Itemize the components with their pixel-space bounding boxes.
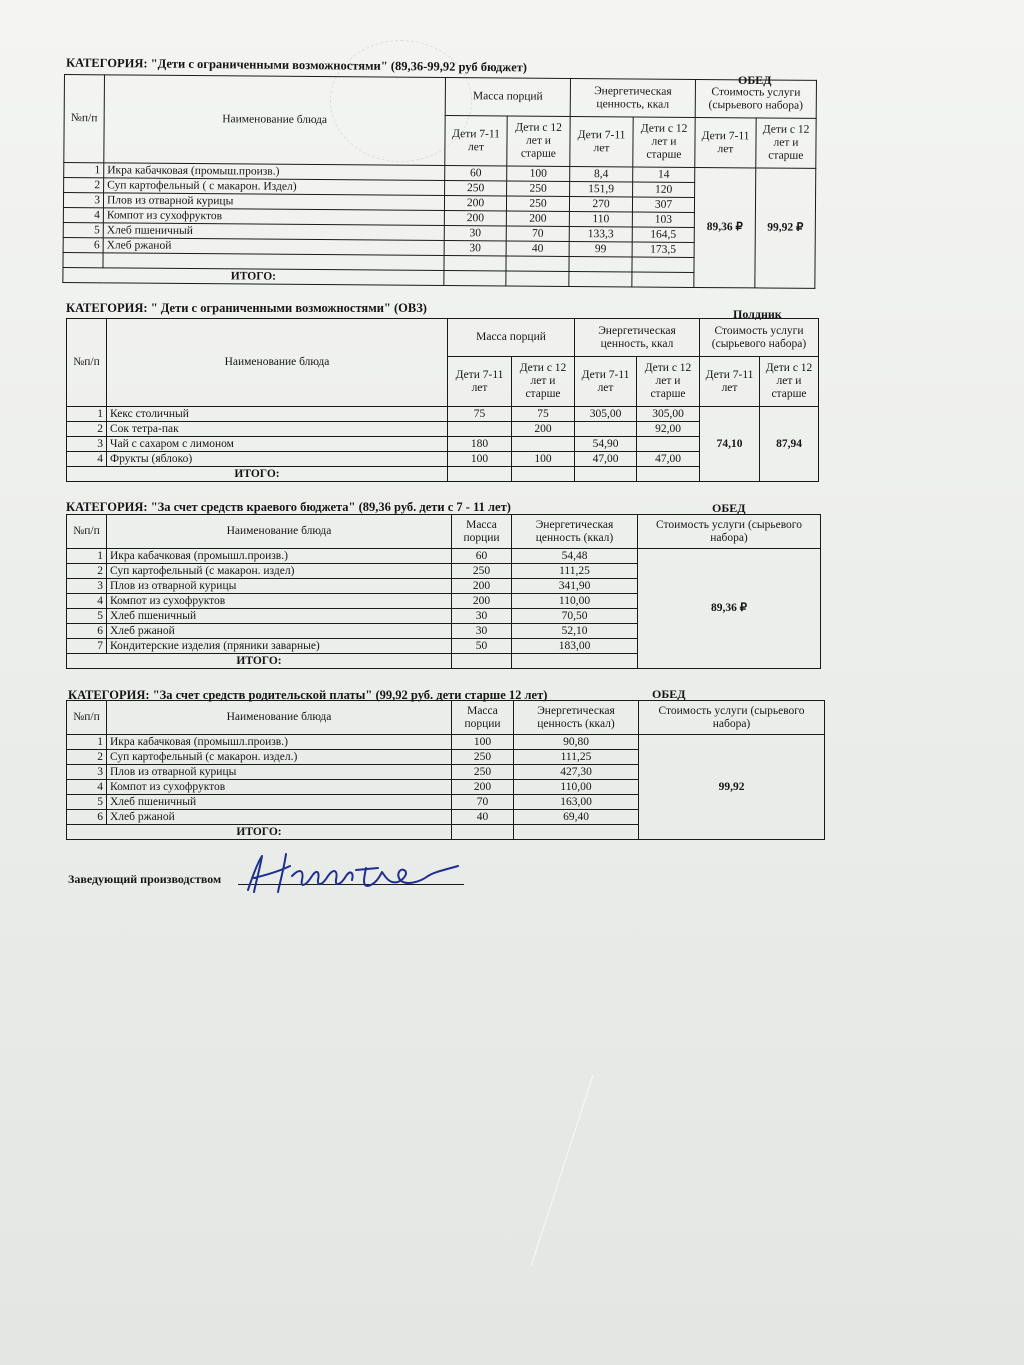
energy-7-11: 47,00	[575, 452, 637, 467]
row-number: 2	[67, 422, 107, 437]
mass: 250	[452, 750, 514, 765]
energy: 110,00	[514, 780, 639, 795]
dish-name: Икра кабачковая (промышл.произв.)	[107, 549, 452, 564]
row-number: 2	[67, 750, 107, 765]
energy: 163,00	[514, 795, 639, 810]
mass-7-11	[448, 422, 512, 437]
header-age-7-11: Дети 7-11 лет	[445, 115, 507, 165]
empty-cell	[506, 256, 569, 271]
dish-name: Кекс столичный	[107, 407, 448, 422]
empty-cell	[452, 825, 514, 840]
empty-cell	[506, 271, 569, 286]
header-num: №п/п	[67, 319, 107, 407]
header-cost: Стоимость услуги (сырьевого набора)	[639, 701, 825, 735]
empty-cell	[452, 654, 512, 669]
mass: 30	[452, 624, 512, 639]
header-age-12: Дети с 12 лет и старше	[512, 357, 575, 407]
row-number: 6	[63, 237, 103, 252]
dish-name: Компот из сухофруктов	[107, 780, 452, 795]
energy-12: 103	[632, 212, 694, 227]
empty-cell	[569, 256, 632, 271]
mass-7-11: 30	[444, 225, 506, 240]
energy: 110,00	[512, 594, 638, 609]
section4-table	[66, 700, 825, 840]
row-number: 3	[67, 437, 107, 452]
empty-cell	[448, 467, 512, 482]
header-energy: Энергетическая ценность (ккал)	[514, 701, 639, 735]
handwritten-signature	[230, 848, 480, 898]
energy-12: 173,5	[632, 242, 694, 257]
empty-cell	[637, 467, 700, 482]
row-number: 7	[67, 639, 107, 654]
energy-7-11: 8,4	[570, 166, 633, 181]
signature-position-label: Заведующий производством	[68, 872, 222, 886]
mass: 100	[452, 735, 514, 750]
mass: 250	[452, 564, 512, 579]
row-number: 3	[67, 579, 107, 594]
energy-12: 307	[632, 197, 694, 212]
dish-name: Икра кабачковая (промыш.произв.)	[104, 163, 445, 181]
section1-table	[62, 74, 817, 289]
empty-cell	[63, 252, 103, 267]
mass-12: 250	[507, 181, 570, 196]
energy-12: 47,00	[637, 452, 700, 467]
mass: 200	[452, 594, 512, 609]
header-age-7-11: Дети 7-11 лет	[695, 117, 756, 167]
empty-cell	[444, 255, 506, 270]
header-dish: Наименование блюда	[107, 701, 452, 735]
header-age-12: Дети с 12 лет и старше	[507, 116, 570, 166]
row-number: 4	[67, 780, 107, 795]
header-age-7-11: Дети 7-11 лет	[575, 357, 637, 407]
header-energy: Энергетическая ценность (ккал)	[512, 515, 638, 549]
section2-table	[66, 318, 819, 482]
mass-7-11: 200	[444, 210, 506, 225]
energy-12	[637, 437, 700, 452]
mass-7-11: 180	[448, 437, 512, 452]
row-number: 4	[67, 452, 107, 467]
cost-7-11: 74,10	[700, 407, 760, 482]
header-cost: Стоимость услуги (сырьевого набора)	[638, 515, 821, 549]
dish-name: Хлеб пшеничный	[107, 795, 452, 810]
mass: 200	[452, 579, 512, 594]
paper-crease	[531, 1075, 651, 1284]
energy: 341,90	[512, 579, 638, 594]
row-number: 1	[67, 549, 107, 564]
table-row	[67, 407, 819, 422]
mass-7-11: 250	[445, 180, 507, 195]
mass-7-11: 200	[444, 195, 506, 210]
energy-12: 14	[633, 167, 695, 182]
dish-name: Хлеб ржаной	[103, 238, 444, 256]
section3-meal: ОБЕД	[712, 501, 746, 515]
empty-cell	[512, 654, 638, 669]
section4-meal: ОБЕД	[652, 687, 686, 701]
energy-12: 92,00	[637, 422, 700, 437]
energy: 111,25	[512, 564, 638, 579]
row-number: 4	[67, 594, 107, 609]
energy-7-11: 133,3	[569, 226, 632, 241]
header-mass: Масса порций	[448, 319, 575, 357]
dish-name: Суп картофельный (с макарон. издел.)	[107, 750, 452, 765]
row-number: 5	[67, 795, 107, 810]
header-dish: Наименование блюда	[107, 515, 452, 549]
header-age-7-11: Дети 7-11 лет	[448, 357, 512, 407]
header-mass: Масса порции	[452, 515, 512, 549]
header-cost: Стоимость услуги (сырьевого набора)	[695, 79, 816, 118]
mass: 40	[452, 810, 514, 825]
dish-name: Икра кабачковая (промышл.произв.)	[107, 735, 452, 750]
dish-name: Кондитерские изделия (пряники заварные)	[107, 639, 452, 654]
total-label: ИТОГО:	[67, 654, 452, 669]
header-num: №п/п	[64, 75, 105, 163]
cost-12: 99,92 ₽	[755, 168, 816, 288]
mass: 50	[452, 639, 512, 654]
mass-7-11: 30	[444, 240, 506, 255]
dish-name: Хлеб ржаной	[107, 810, 452, 825]
mass-12: 200	[512, 422, 575, 437]
section1-meal: ОБЕД	[738, 73, 772, 87]
mass-12: 100	[507, 166, 570, 181]
dish-name: Хлеб пшеничный	[103, 223, 444, 241]
dish-name: Фрукты (яблоко)	[107, 452, 448, 467]
cost-7-11: 89,36 ₽	[694, 167, 756, 287]
header-mass: Масса порции	[452, 701, 514, 735]
dish-name: Чай с сахаром с лимоном	[107, 437, 448, 452]
mass-12	[512, 437, 575, 452]
dish-name: Компот из сухофруктов	[103, 208, 444, 226]
energy: 70,50	[512, 609, 638, 624]
energy-7-11: 54,90	[575, 437, 637, 452]
energy: 69,40	[514, 810, 639, 825]
energy-7-11: 305,00	[575, 407, 637, 422]
row-number: 5	[67, 609, 107, 624]
empty-cell	[444, 270, 506, 285]
dish-name: Сок тетра-пак	[107, 422, 448, 437]
section2-category: КАТЕГОРИЯ: " Дети с ограниченными возможностями" (ОВЗ)	[66, 301, 427, 315]
empty-cell	[632, 272, 694, 287]
header-dish: Наименование блюда	[104, 75, 446, 166]
row-number: 4	[63, 207, 103, 222]
row-number: 1	[67, 735, 107, 750]
header-age-7-11: Дети 7-11 лет	[570, 116, 633, 166]
cost: 99,92	[639, 735, 825, 840]
empty-cell	[632, 257, 694, 272]
empty-cell	[512, 467, 575, 482]
energy-7-11: 99	[569, 241, 632, 256]
header-age-12: Дети с 12 лет и старше	[756, 118, 816, 168]
header-energy: Энергетическая ценность, ккал	[575, 319, 700, 357]
dish-name: Суп картофельный (с макарон. издел)	[107, 564, 452, 579]
header-age-7-11: Дети 7-11 лет	[700, 357, 760, 407]
total-label: ИТОГО:	[67, 825, 452, 840]
energy-12: 164,5	[632, 227, 694, 242]
total-label: ИТОГО:	[67, 467, 448, 482]
mass-12: 250	[506, 196, 569, 211]
row-number: 3	[67, 765, 107, 780]
header-num: №п/п	[67, 701, 107, 735]
mass: 60	[452, 549, 512, 564]
section3-category: КАТЕГОРИЯ: "За счет средств краевого бюджета" (89,36 руб. дети с 7 - 11 лет)	[66, 500, 511, 514]
row-number: 6	[67, 624, 107, 639]
energy: 183,00	[512, 639, 638, 654]
dish-name: Плов из отварной курицы	[107, 579, 452, 594]
energy: 111,25	[514, 750, 639, 765]
energy-12: 305,00	[637, 407, 700, 422]
section3-table	[66, 514, 821, 669]
energy: 54,48	[512, 549, 638, 564]
cost-12: 87,94	[760, 407, 819, 482]
mass-12: 70	[506, 226, 569, 241]
energy-7-11: 151,9	[570, 181, 633, 196]
header-cost: Стоимость услуги (сырьевого набора)	[700, 319, 819, 357]
mass: 250	[452, 765, 514, 780]
dish-name: Компот из сухофруктов	[107, 594, 452, 609]
row-number: 6	[67, 810, 107, 825]
mass: 200	[452, 780, 514, 795]
header-energy: Энергетическая ценность, ккал	[570, 78, 695, 117]
section2-meal: Полдник	[733, 307, 782, 321]
empty-cell	[514, 825, 639, 840]
section1-category: КАТЕГОРИЯ: "Дети с ограниченными возможностями" (89,36-99,92 руб бюджет)	[65, 55, 528, 75]
header-mass: Масса порций	[445, 77, 570, 116]
empty-cell	[575, 467, 637, 482]
row-number: 2	[64, 178, 104, 193]
header-dish: Наименование блюда	[107, 319, 448, 407]
dish-name: Плов из отварной курицы	[107, 765, 452, 780]
energy-7-11: 270	[569, 196, 632, 211]
header-num: №п/п	[67, 515, 107, 549]
dish-name: Хлеб ржаной	[107, 624, 452, 639]
mass-7-11: 60	[445, 165, 507, 180]
header-age-12: Дети с 12 лет и старше	[760, 357, 819, 407]
header-age-12: Дети с 12 лет и старше	[633, 117, 695, 167]
mass-12: 100	[512, 452, 575, 467]
mass: 70	[452, 795, 514, 810]
header-age-12: Дети с 12 лет и старше	[637, 357, 700, 407]
row-number: 5	[63, 222, 103, 237]
cost: 89,36 ₽	[638, 549, 821, 669]
empty-cell	[569, 271, 632, 286]
energy: 90,80	[514, 735, 639, 750]
mass-12: 200	[506, 211, 569, 226]
mass: 30	[452, 609, 512, 624]
mass-7-11: 100	[448, 452, 512, 467]
mass-12: 40	[506, 241, 569, 256]
dish-name: Плов из отварной курицы	[103, 193, 444, 211]
dish-name: Хлеб пшеничный	[107, 609, 452, 624]
energy-12: 120	[633, 182, 695, 197]
mass-12: 75	[512, 407, 575, 422]
dish-name: Суп картофельный ( с макарон. Издел)	[104, 178, 445, 196]
row-number: 1	[64, 163, 104, 178]
mass-7-11: 75	[448, 407, 512, 422]
energy-7-11: 110	[569, 211, 632, 226]
table-row	[67, 735, 825, 750]
total-label: ИТОГО:	[63, 267, 444, 285]
row-number: 1	[67, 407, 107, 422]
energy-7-11	[575, 422, 637, 437]
table-row	[67, 549, 821, 564]
row-number: 3	[63, 193, 103, 208]
row-number: 2	[67, 564, 107, 579]
energy: 427,30	[514, 765, 639, 780]
section4-category: КАТЕГОРИЯ: "За счет средств родительской платы" (99,92 руб. дети старше 12 лет)	[68, 688, 548, 702]
energy: 52,10	[512, 624, 638, 639]
